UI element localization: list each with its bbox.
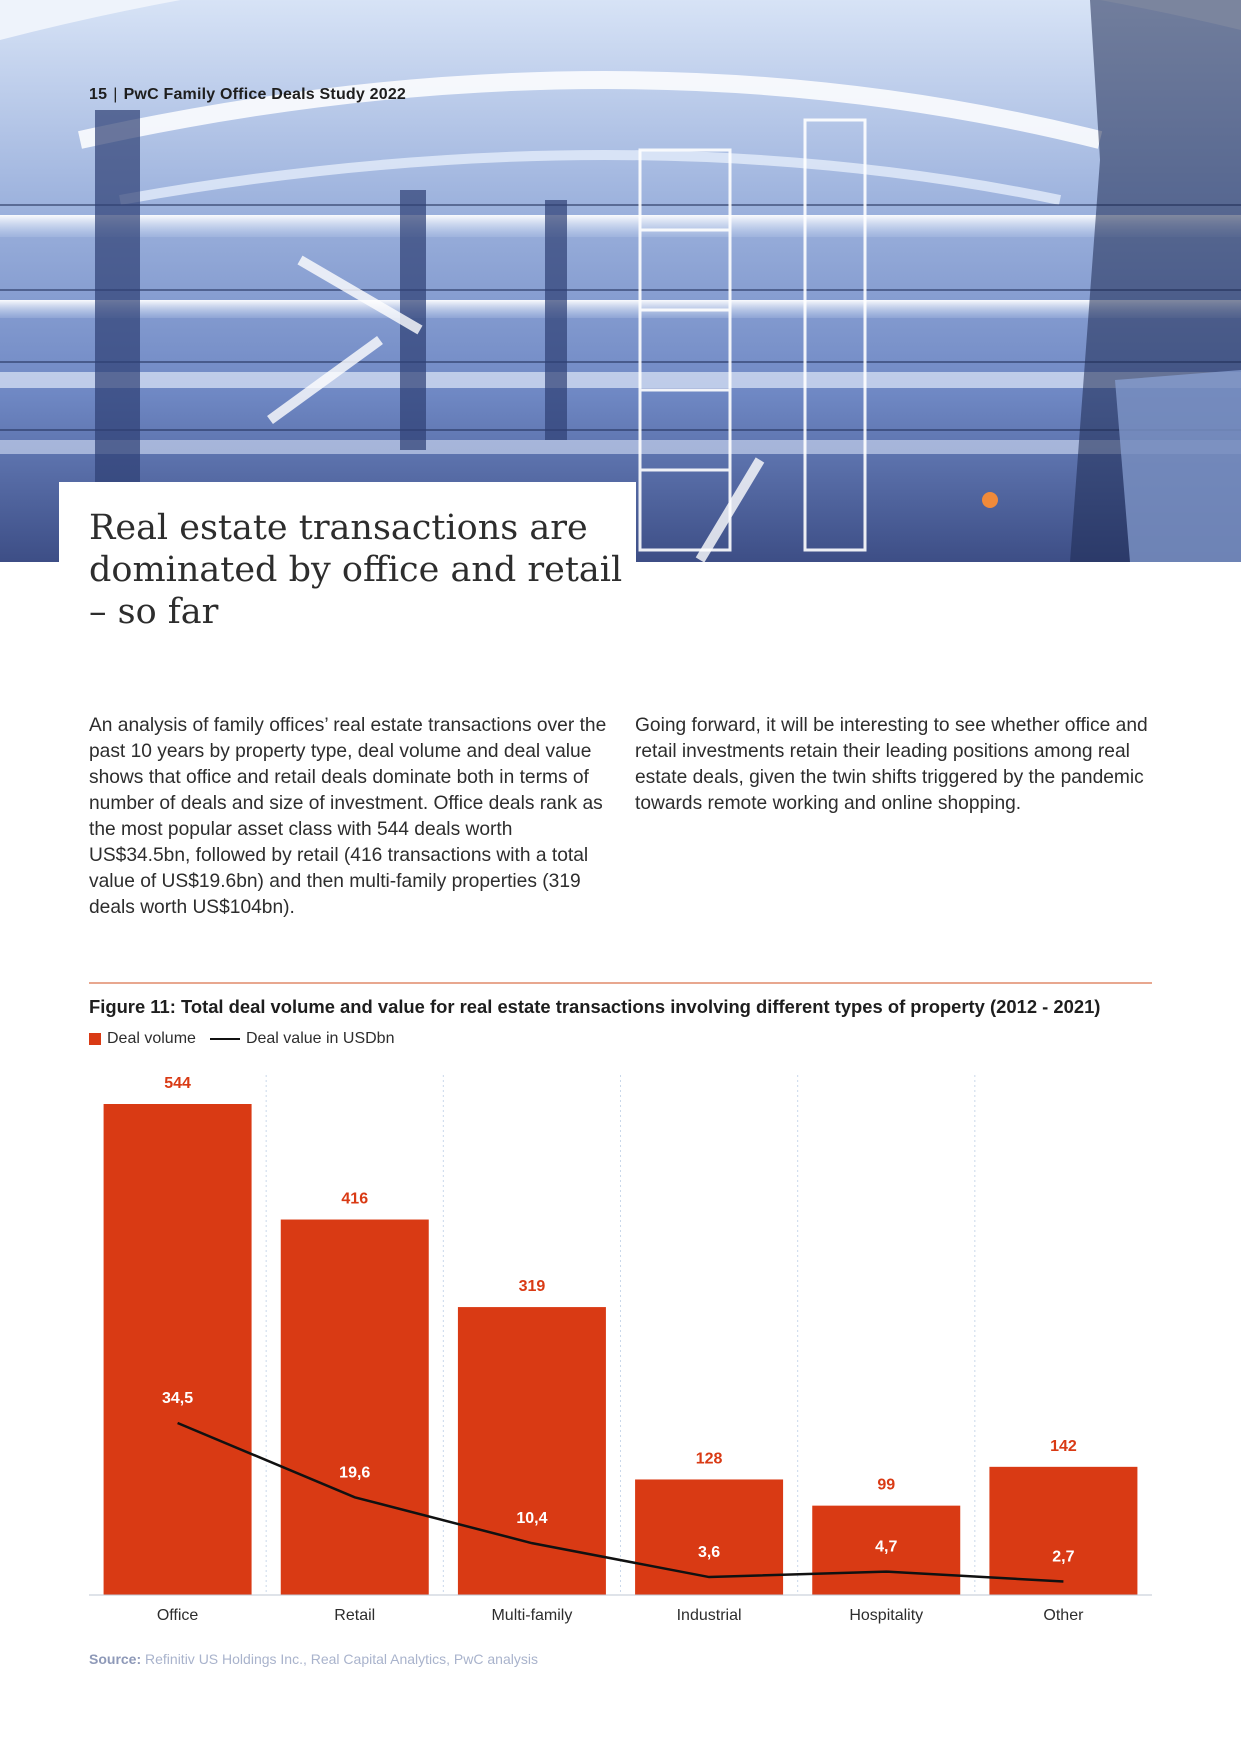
category-label: Retail bbox=[334, 1607, 376, 1624]
publication-name: PwC Family Office Deals Study 2022 bbox=[123, 86, 407, 103]
source-label: Source: bbox=[89, 1651, 142, 1667]
bar-other bbox=[989, 1467, 1137, 1595]
figure-title: Figure 11: Total deal volume and value for real estate transactions involving different types of property (2012 - 2021) bbox=[89, 996, 1101, 1017]
page-number: 15 bbox=[89, 86, 108, 103]
bar-value-label: 544 bbox=[164, 1075, 191, 1092]
line-value-label: 19,6 bbox=[339, 1464, 371, 1482]
bar-value-label: 128 bbox=[695, 1450, 723, 1468]
bar-value-label: 99 bbox=[877, 1476, 896, 1494]
category-label: Other bbox=[1043, 1607, 1084, 1624]
bar-value-label: 416 bbox=[341, 1190, 369, 1208]
body-paragraph-left: An analysis of family offices’ real estate transactions over the past 10 years by property type, deal volume and deal value shows that office and retail deals dominate both in terms of number of deals and size of investment. Office deals rank as the most popular asset class with 544 deals worth US$34.5bn, followed by retail (416 transactions with a total value of US$19.6bn) and then multi-family properties (319 deals worth US$104bn). bbox=[89, 715, 607, 918]
line-value-label: 3,6 bbox=[697, 1544, 721, 1562]
bar-office bbox=[104, 1104, 252, 1595]
line-value-label: 2,7 bbox=[1052, 1548, 1075, 1566]
body-paragraph-right: Going forward, it will be interesting to see whether office and retail investments retain their leading positions among real estate deals, given the twin shifts triggered by the pandemic towards remote working and online shopping. bbox=[635, 715, 1148, 814]
bar-value-label: 142 bbox=[1050, 1437, 1077, 1455]
page-title: Real estate transactions are dominated by office and retail – so far bbox=[89, 508, 623, 632]
line-value-label: 10,4 bbox=[516, 1510, 548, 1528]
running-head-separator: | bbox=[113, 86, 118, 103]
line-value-label: 34,5 bbox=[162, 1390, 194, 1407]
category-label: Industrial bbox=[676, 1607, 742, 1624]
source-text: Refinitiv US Holdings Inc., Real Capital Analytics, PwC analysis bbox=[145, 1651, 538, 1667]
bar-retail bbox=[281, 1220, 429, 1595]
category-label: Multi-family bbox=[491, 1607, 573, 1624]
category-label: Office bbox=[156, 1607, 199, 1624]
bar-value-label: 319 bbox=[518, 1278, 546, 1296]
figure-source bbox=[89, 1651, 538, 1667]
legend-line-label: Deal value in USDbn bbox=[245, 1030, 395, 1047]
line-value-label: 4,7 bbox=[875, 1538, 898, 1556]
category-label: Hospitality bbox=[849, 1607, 924, 1624]
legend-bar-label: Deal volume bbox=[107, 1030, 196, 1047]
